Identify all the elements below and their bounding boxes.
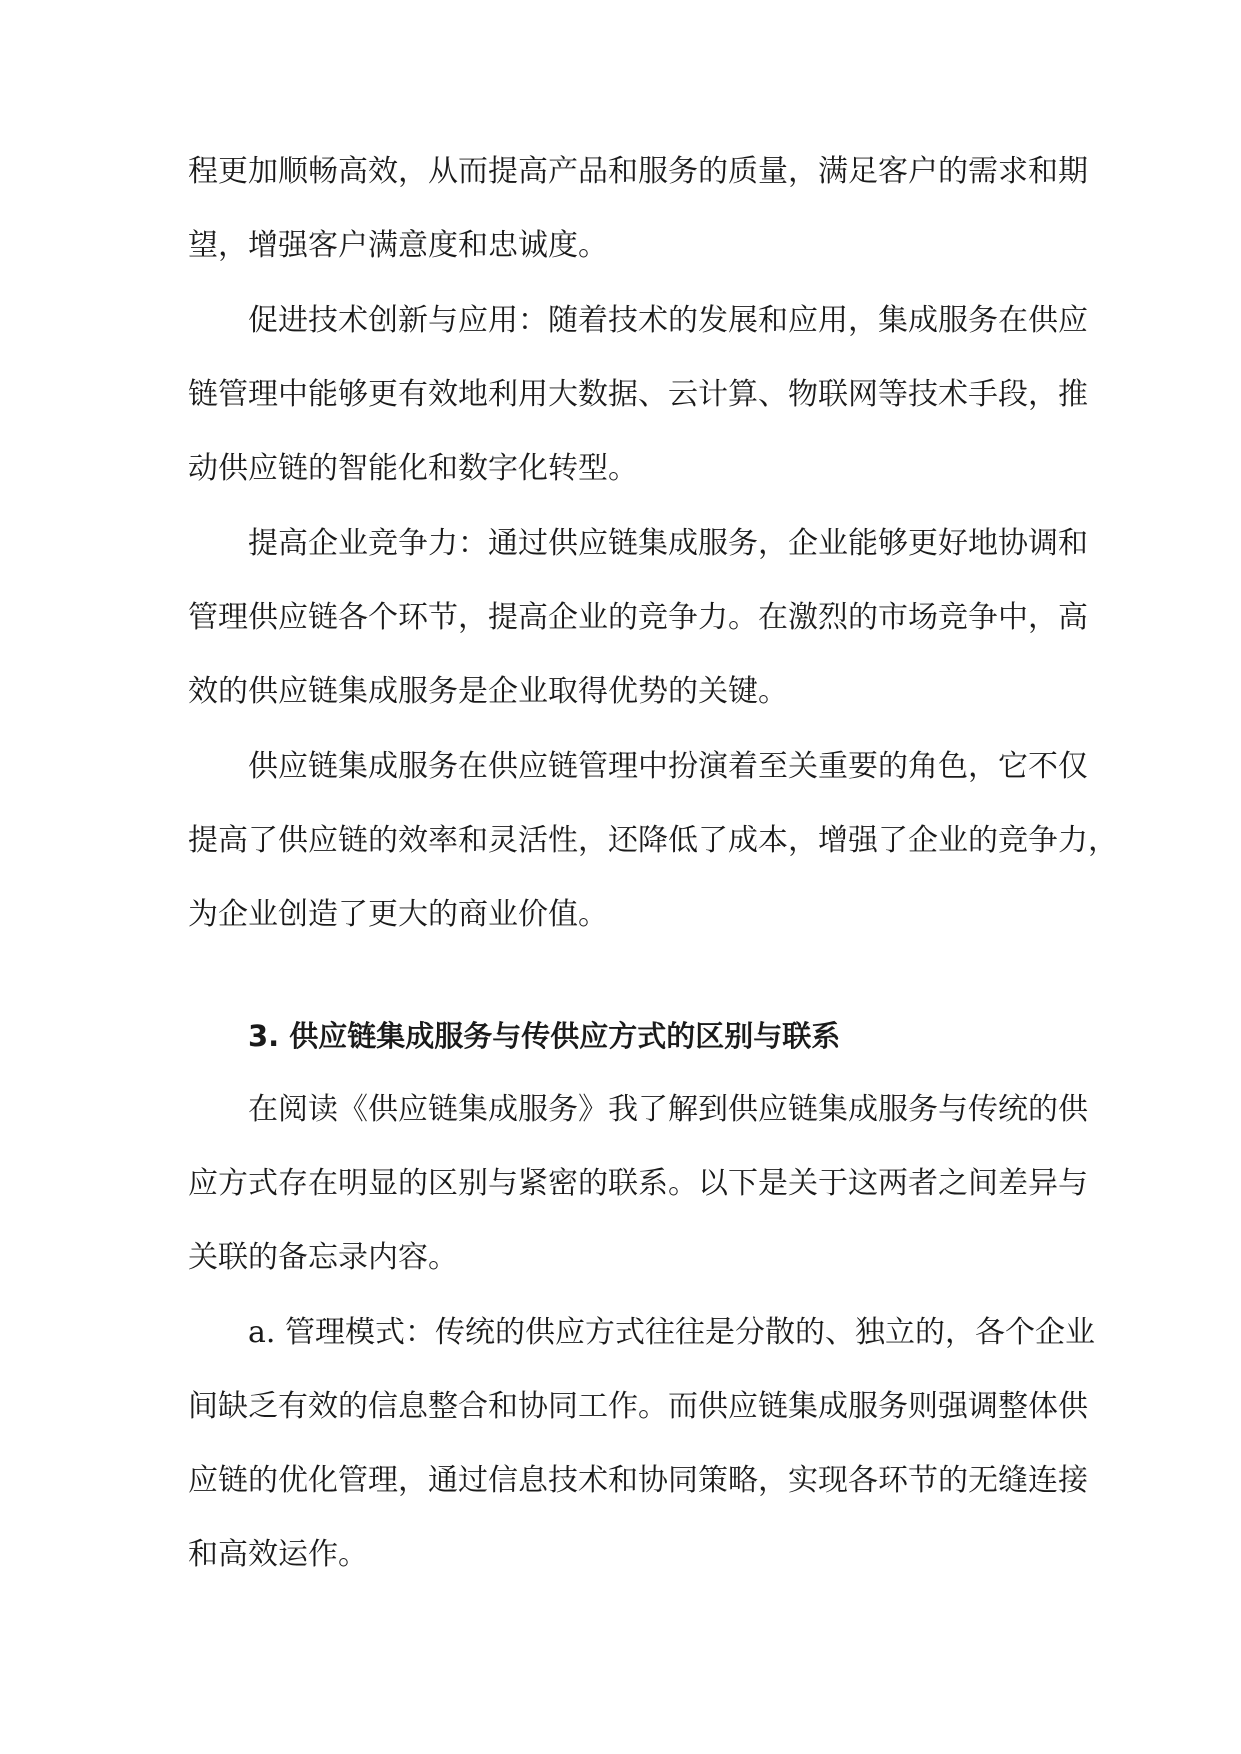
paragraph-3-line-2: 管理供应链各个环节，提高企业的竞争力。在激烈的市场竞争中，高 (188, 600, 1088, 635)
paragraph-5-line-3: 关联的备忘录内容。 (188, 1240, 458, 1275)
paragraph-2-line-2: 链管理中能够更有效地利用大数据、云计算、物联网等技术手段，推 (188, 377, 1088, 412)
paragraph-3-line-3: 效的供应链集成服务是企业取得优势的关键。 (188, 674, 788, 709)
paragraph-4-line-2: 提高了供应链的效率和灵活性，还降低了成本，增强了企业的竞争力， (188, 823, 1118, 858)
paragraph-2-line-3: 动供应链的智能化和数字化转型。 (188, 451, 638, 486)
paragraph-6-line-4: 和高效运作。 (188, 1537, 368, 1572)
paragraph-4-line-1: 供应链集成服务在供应链管理中扮演着至关重要的角色，它不仅 (248, 749, 1088, 784)
paragraph-5-line-1: 在阅读《供应链集成服务》我了解到供应链集成服务与传统的供 (248, 1092, 1088, 1127)
paragraph-6-line-1: a. 管理模式：传统的供应方式往往是分散的、独立的，各个企业 (248, 1315, 1095, 1350)
paragraph-3-line-1: 提高企业竞争力：通过供应链集成服务，企业能够更好地协调和 (248, 526, 1088, 561)
paragraph-4-line-3: 为企业创造了更大的商业价值。 (188, 897, 608, 932)
paragraph-1-line-2: 望，增强客户满意度和忠诚度。 (188, 228, 608, 263)
section-heading: 3. 供应链集成服务与传供应方式的区别与联系 (248, 1019, 841, 1053)
paragraph-2-line-1: 促进技术创新与应用：随着技术的发展和应用，集成服务在供应 (248, 303, 1088, 338)
paragraph-1-line-1: 程更加顺畅高效，从而提高产品和服务的质量，满足客户的需求和期 (188, 154, 1088, 189)
paragraph-5-line-2: 应方式存在明显的区别与紧密的联系。以下是关于这两者之间差异与 (188, 1166, 1088, 1201)
paragraph-6-line-2: 间缺乏有效的信息整合和协同工作。而供应链集成服务则强调整体供 (188, 1389, 1088, 1424)
paragraph-6-line-3: 应链的优化管理，通过信息技术和协同策略，实现各环节的无缝连接 (188, 1463, 1088, 1498)
